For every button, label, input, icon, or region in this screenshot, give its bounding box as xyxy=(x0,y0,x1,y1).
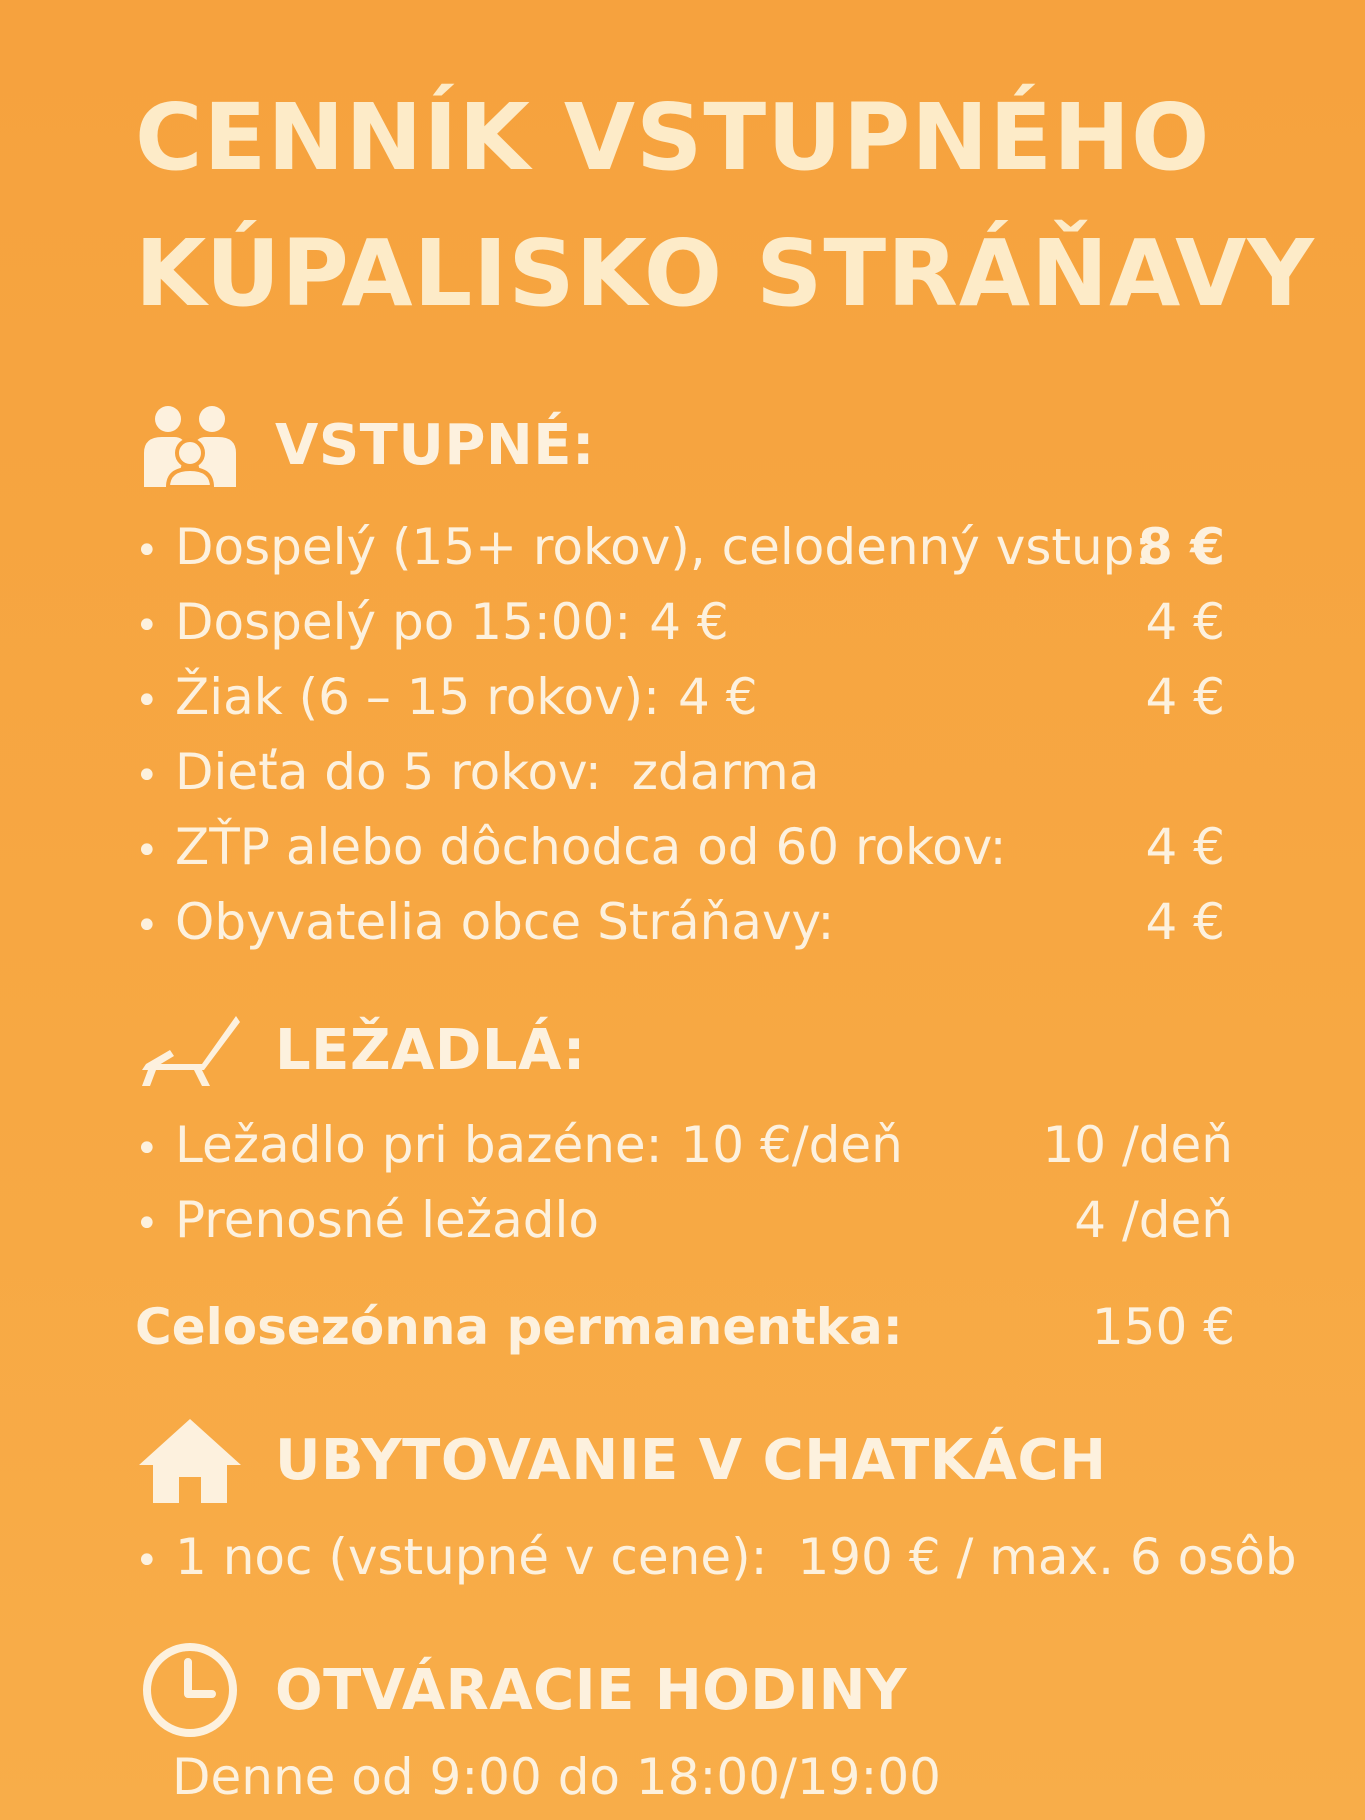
title-line-2: KÚPALISKO STRÁŇAVY xyxy=(135,220,1315,327)
item-value: 4 € xyxy=(1145,668,1225,726)
item-label: Prenosné ležadlo xyxy=(175,1191,599,1249)
section-vstupne-heading xyxy=(135,395,595,495)
list-item xyxy=(135,810,1235,884)
house-icon xyxy=(135,1410,245,1510)
bullet-icon: • xyxy=(135,827,159,874)
item-label: ZŤP alebo dôchodca od 60 rokov: xyxy=(175,818,1007,876)
list-item xyxy=(135,1183,1235,1257)
bullet-icon: • xyxy=(135,1200,159,1247)
item-inline-value: zdarma xyxy=(631,743,820,801)
item-value: 4 /deň xyxy=(1074,1191,1233,1249)
item-label: Dieťa do 5 rokov: xyxy=(175,743,602,801)
item-label: Ležadlo pri bazéne: xyxy=(175,1116,663,1174)
section-heading-label: LEŽADLÁ: xyxy=(275,1017,586,1083)
item-inline-value: 190 € / max. 6 osôb xyxy=(797,1528,1297,1586)
item-label: 1 noc (vstupné v cene): xyxy=(175,1528,768,1586)
title-line-1: CENNÍK VSTUPNÉHO xyxy=(135,84,1211,191)
list-item xyxy=(135,510,1235,584)
item-inline-value: 4 € xyxy=(649,593,729,651)
section-lezadla-heading xyxy=(135,1000,586,1100)
list-item xyxy=(135,585,1235,659)
section-ubytovanie-heading xyxy=(135,1410,1106,1510)
item-label: Dospelý po 15:00: xyxy=(175,593,632,651)
bullet-icon: • xyxy=(135,902,159,949)
season-pass xyxy=(135,1290,1235,1364)
bullet-icon: • xyxy=(135,1537,159,1584)
bullet-icon: • xyxy=(135,602,159,649)
item-value: 8 € xyxy=(1138,518,1225,576)
bullet-icon: • xyxy=(135,1125,159,1172)
list-item xyxy=(135,735,1235,809)
item-label: Obyvatelia obce Stráňavy: xyxy=(175,893,835,951)
clock-icon xyxy=(135,1640,245,1740)
list-item xyxy=(135,885,1235,959)
list-item xyxy=(135,1108,1235,1182)
item-value: 4 € xyxy=(1145,593,1225,651)
section-heading-label: VSTUPNÉ: xyxy=(275,412,595,478)
item-inline-value: 10 €/deň xyxy=(680,1116,903,1174)
season-pass-value: 150 € xyxy=(1091,1298,1235,1356)
opening-hours-text: Denne od 9:00 do 18:00/19:00 xyxy=(172,1748,941,1806)
page-title xyxy=(135,70,1315,342)
sunbed-icon xyxy=(135,1000,245,1100)
season-pass-label: Celosezónna permanentka: xyxy=(135,1298,903,1356)
family-icon xyxy=(135,395,245,495)
section-hodiny-heading xyxy=(135,1640,907,1740)
item-label: Žiak (6 – 15 rokov): xyxy=(175,668,661,726)
list-item xyxy=(135,1520,1297,1594)
item-value: 4 € xyxy=(1145,893,1225,951)
bullet-icon: • xyxy=(135,752,159,799)
item-label: Dospelý (15+ rokov), celodenný vstup: xyxy=(175,518,1152,576)
bullet-icon: • xyxy=(135,527,159,574)
list-item xyxy=(135,660,1235,734)
item-value: 4 € xyxy=(1145,818,1225,876)
section-heading-label: UBYTOVANIE V CHATKÁCH xyxy=(275,1427,1107,1493)
bullet-icon: • xyxy=(135,677,159,724)
section-heading-label: OTVÁRACIE HODINY xyxy=(275,1657,908,1723)
item-inline-value: 4 € xyxy=(678,668,758,726)
item-value: 10 /deň xyxy=(1042,1116,1233,1174)
